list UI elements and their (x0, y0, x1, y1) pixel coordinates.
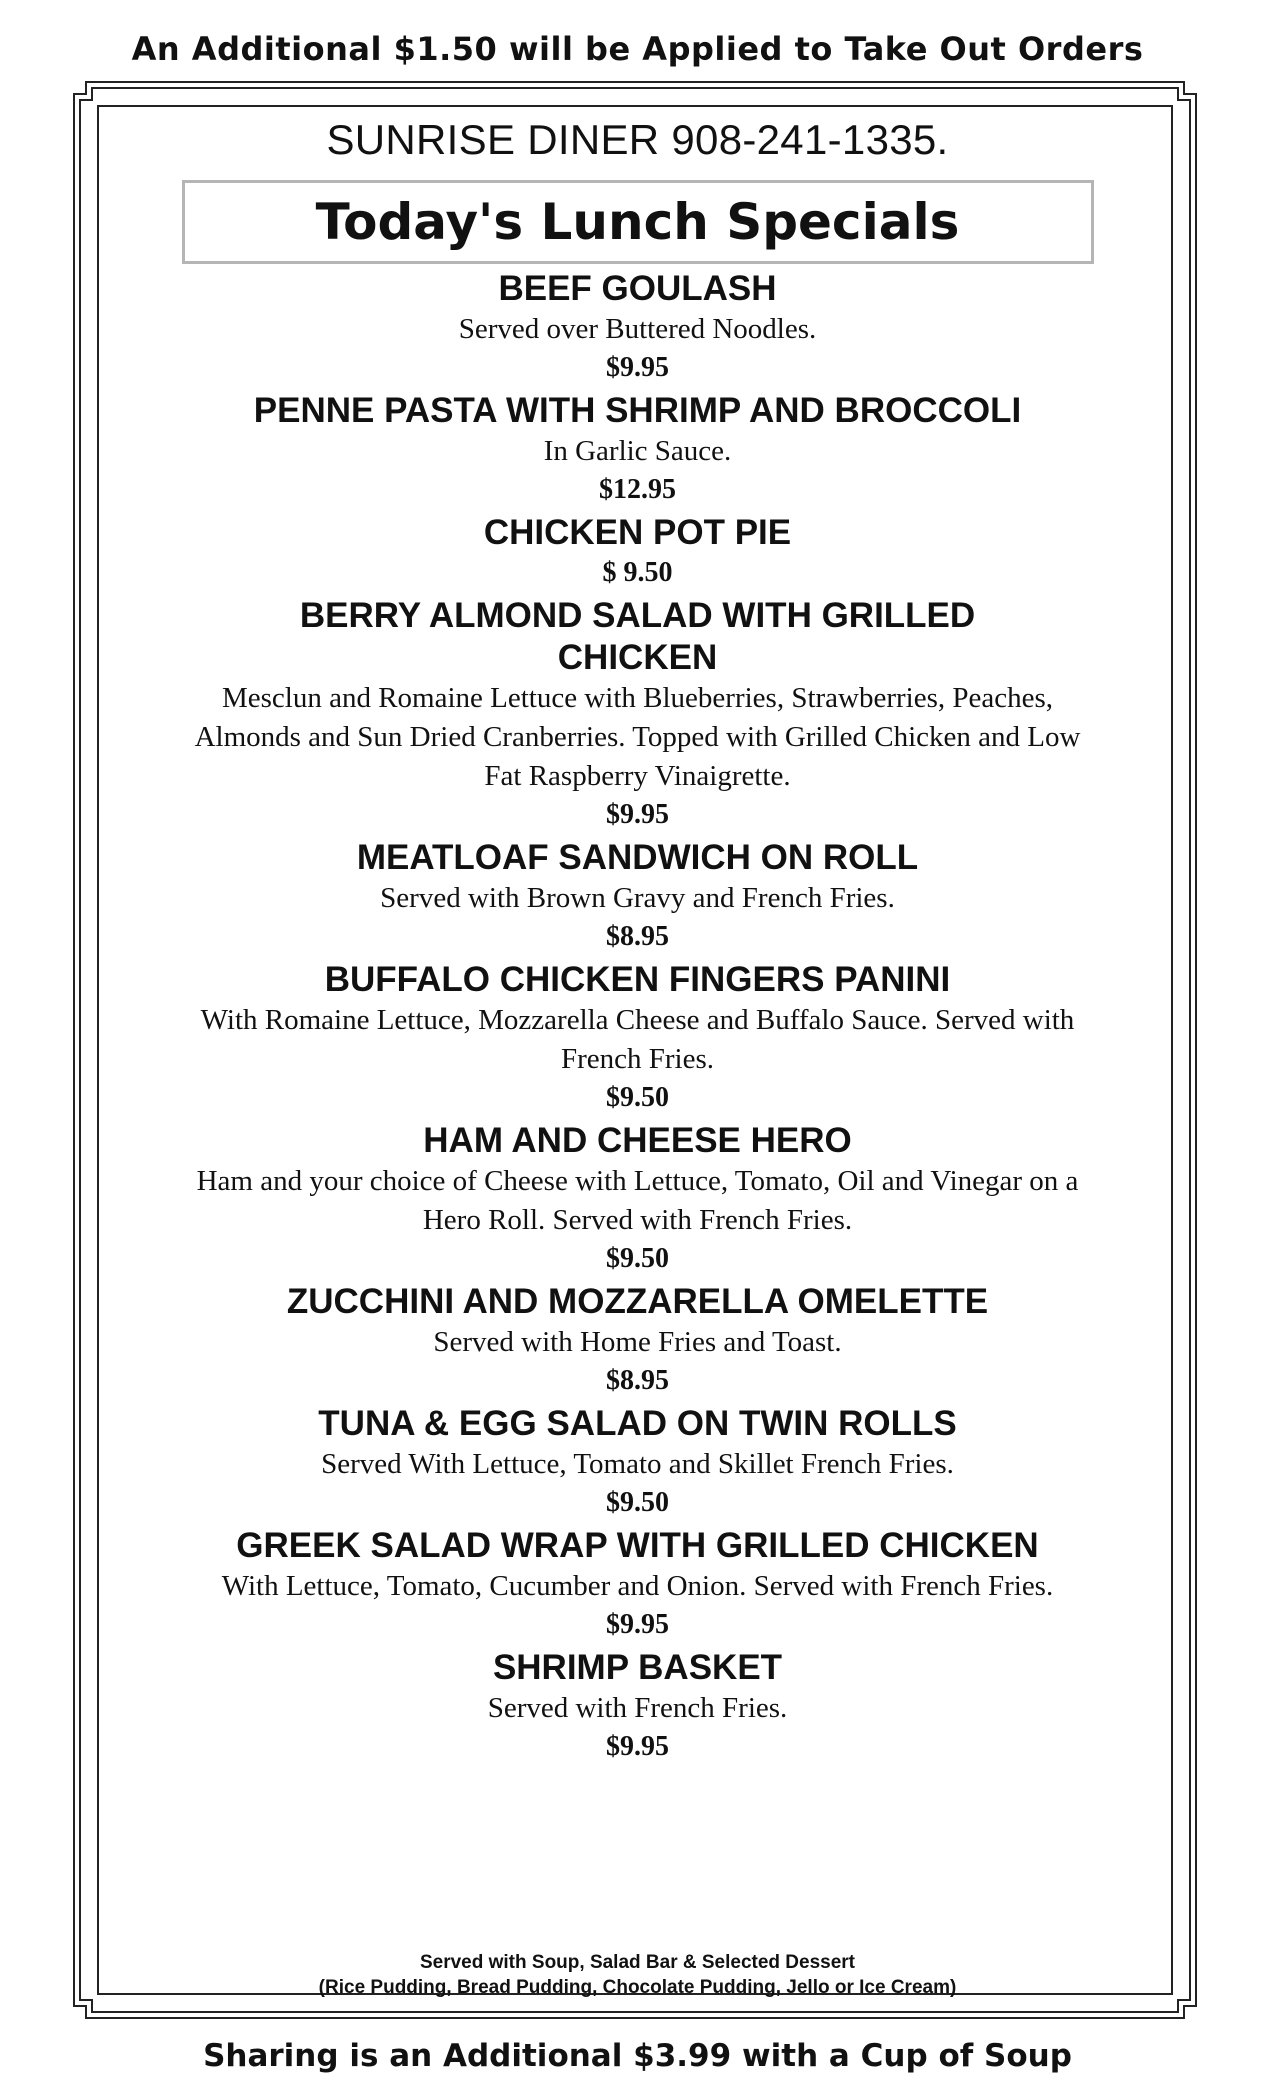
restaurant-name-phone: SUNRISE DINER 908-241-1335. (326, 116, 949, 163)
menu-item-name: BERRY ALMOND SALAD WITH GRILLED CHICKEN (299, 596, 976, 677)
menu-item-description: With Lettuce, Tomato, Cucumber and Onion. Served with French Fries. (221, 1570, 1054, 1602)
menu-item-price: $8.95 (606, 1365, 669, 1396)
menu-item-description: Served With Lettuce, Tomato and Skillet French Fries. (321, 1448, 954, 1480)
menu-item (100, 512, 1175, 591)
footer-note (100, 1950, 1175, 2000)
menu-item (100, 1403, 1175, 1521)
footer-line-1: Served with Soup, Salad Bar & Selected Dessert (419, 1952, 856, 1973)
menu-item (100, 595, 1175, 833)
menu-item-price: $9.50 (606, 1243, 669, 1274)
menu-item-price: $9.95 (606, 799, 669, 830)
menu-item-description: Mesclun and Romaine Lettuce with Blueberries, Strawberries, Peaches, Almonds and Sun Dried Cranberries. Topped with Grilled Chicken and Low Fat Raspberry Vinaigrette. (194, 682, 1081, 792)
menu-item-name: ZUCCHINI AND MOZZARELLA OMELETTE (286, 1282, 989, 1321)
menu-item-description: Served with Brown Gravy and French Fries. (380, 882, 895, 914)
menu-item (100, 1647, 1175, 1765)
specials-title: Today's Lunch Specials (315, 193, 960, 251)
menu-item-price: $9.50 (606, 1082, 669, 1113)
specials-title-box (182, 180, 1094, 264)
menu-item-description: Served over Buttered Noodles. (458, 313, 817, 345)
menu-item-name: SHRIMP BASKET (492, 1648, 783, 1687)
menu-item-price: $8.95 (606, 921, 669, 952)
specials-list (100, 268, 1175, 1765)
menu-item (100, 1525, 1175, 1643)
menu-item-name: CHICKEN POT PIE (483, 513, 792, 552)
menu-item (100, 390, 1175, 508)
menu-item-price: $9.95 (606, 352, 669, 383)
menu-item-description: In Garlic Sauce. (543, 435, 732, 467)
menu-item (100, 1120, 1175, 1277)
footer-line-2: (Rice Pudding, Bread Pudding, Chocolate Pudding, Jello or Ice Cream) (318, 1977, 957, 1998)
menu-item (100, 1281, 1175, 1399)
menu-item (100, 837, 1175, 955)
menu-item-name: PENNE PASTA WITH SHRIMP AND BROCCOLI (253, 391, 1022, 430)
menu-item-name: BUFFALO CHICKEN FINGERS PANINI (324, 960, 951, 999)
menu-item-name: BEEF GOULASH (498, 269, 777, 308)
menu-content (100, 108, 1175, 1765)
menu-item-price: $9.50 (606, 1487, 669, 1518)
menu-item-price: $9.95 (606, 1609, 669, 1640)
menu-item-name: HAM AND CHEESE HERO (423, 1121, 852, 1160)
menu-item-name: MEATLOAF SANDWICH ON ROLL (356, 838, 919, 877)
menu-item-description: With Romaine Lettuce, Mozzarella Cheese and Buffalo Sauce. Served with French Fries. (200, 1004, 1075, 1075)
menu-item-description: Ham and your choice of Cheese with Lettuce, Tomato, Oil and Vinegar on a Hero Roll. Served with French Fries. (196, 1165, 1079, 1236)
take-out-surcharge-note: An Additional $1.50 will be Applied to Take Out Orders (131, 30, 1144, 68)
menu-item-price: $9.95 (606, 1731, 669, 1762)
menu-item (100, 268, 1175, 386)
sharing-charge-note: Sharing is an Additional $3.99 with a Cup of Soup (203, 2038, 1072, 2074)
menu-item-price: $ 9.50 (602, 557, 673, 588)
menu-item-description: Served with French Fries. (487, 1692, 788, 1724)
menu-item-name: GREEK SALAD WRAP WITH GRILLED CHICKEN (236, 1526, 1039, 1565)
menu-item-name: TUNA & EGG SALAD ON TWIN ROLLS (318, 1404, 957, 1443)
menu-item-description: Served with Home Fries and Toast. (433, 1326, 842, 1358)
menu-item (100, 959, 1175, 1116)
menu-item-price: $12.95 (599, 474, 676, 505)
